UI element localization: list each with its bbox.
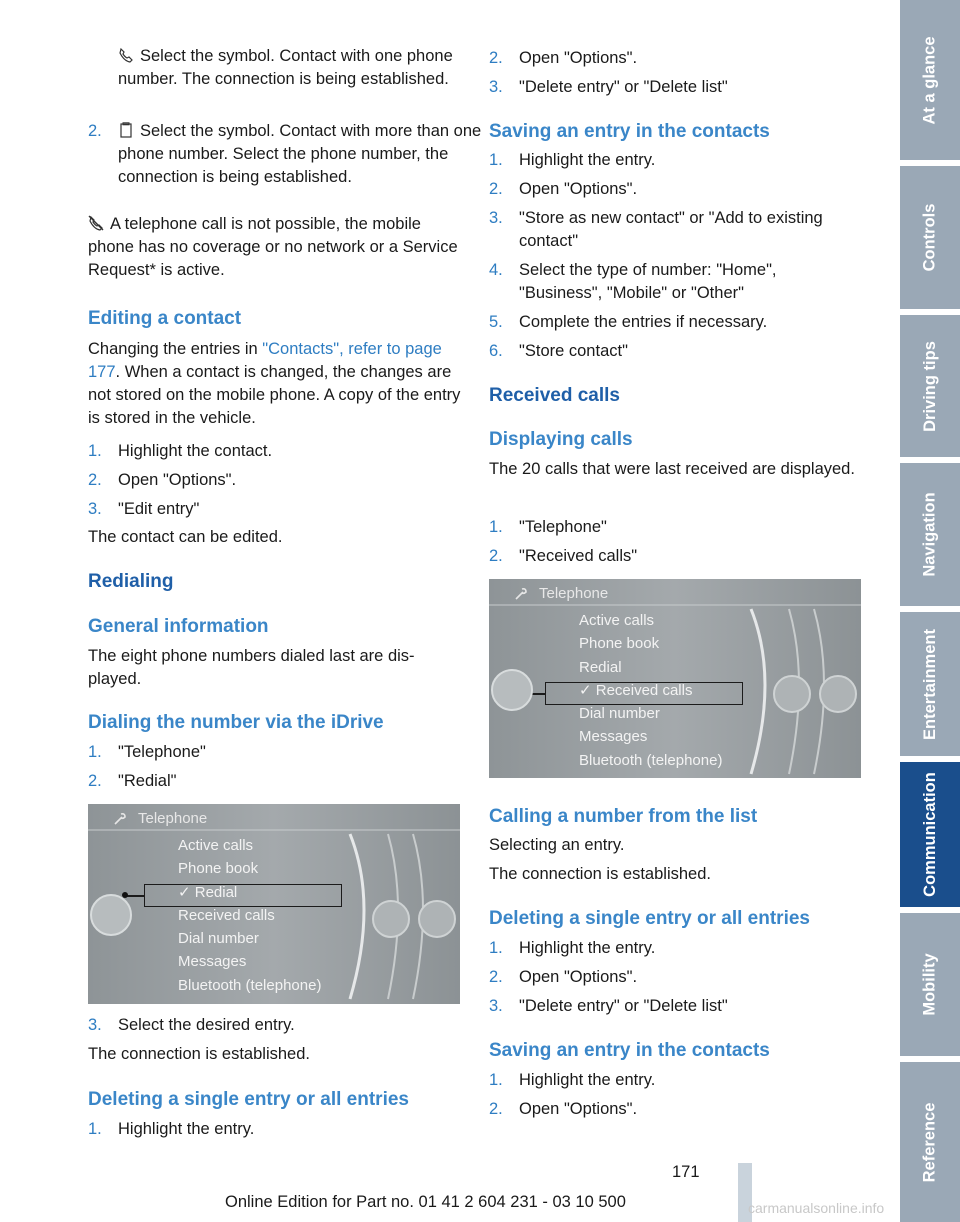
list-text: "Delete entry" or "Delete list" (519, 997, 728, 1015)
menu-item[interactable]: Active calls (579, 612, 655, 629)
deleting-heading: Deleting a single entry or all entries (489, 908, 810, 929)
contacts-icon (118, 122, 134, 138)
list-text: "Telephone" (519, 518, 607, 536)
list-item (489, 340, 863, 363)
option-knob (773, 675, 811, 713)
list-number: 3. (489, 209, 503, 227)
list-item (489, 47, 863, 70)
menu-item[interactable]: Dial number (178, 930, 259, 948)
list-number: 2. (489, 547, 503, 565)
intro-item: Select the symbol. Contact with one phone number. The connection is being established. (118, 47, 453, 88)
tab-label: Navigation (920, 492, 939, 577)
footer-text: Online Edition for Part no. 01 41 2 604 231 - 03 10 500 (225, 1193, 626, 1211)
menu-item[interactable]: Redial (579, 658, 622, 676)
menu-item[interactable]: Bluetooth (telephone) (178, 976, 322, 994)
menu-knob (819, 675, 857, 713)
dialing-heading: Dialing the number via the iDrive (88, 712, 384, 733)
list-text: "Delete entry" or "Delete list" (519, 78, 728, 96)
list-number: 2. (88, 471, 102, 489)
contacts-link[interactable]: "Contacts", refer to page 177 (88, 340, 442, 381)
list-item (489, 149, 863, 172)
tab-label: Controls (920, 203, 939, 272)
list-number: 1. (489, 151, 503, 169)
wrench-icon (513, 586, 529, 602)
list-item (489, 995, 863, 1018)
idrive-screen (88, 804, 460, 1004)
list-text: Complete the entries if necessary. (519, 313, 768, 331)
list-number: 3. (489, 78, 503, 96)
phone-icon (118, 47, 134, 63)
list-text: Open "Options". (519, 1100, 638, 1118)
no-call-note: A telephone call is not possible, the mobile phone has no coverage or no network or a Service Request* is active. (88, 215, 458, 279)
list-number: 1. (88, 442, 102, 460)
screen-title: Telephone (539, 585, 609, 602)
controller-knob (90, 894, 132, 936)
list-number: 1. (489, 1071, 503, 1089)
menu-item[interactable]: Phone book (579, 635, 660, 653)
deleting-steps-list (489, 937, 863, 1024)
list-text: Select the type of number: "Home", "Business", "Mobile" or "Other" (519, 261, 777, 302)
chapter-tabs (900, 0, 960, 1222)
tab-label: Communication (920, 772, 939, 897)
list-number: 2. (489, 49, 503, 67)
tab-entertainment[interactable] (900, 612, 960, 756)
list-item (489, 516, 863, 539)
list-text: "Edit entry" (118, 500, 200, 518)
displaying-text: The 20 calls that were last received are displayed. (489, 460, 855, 478)
redialing-heading: Redialing (88, 571, 174, 592)
list-number: 2. (88, 772, 102, 790)
menu-item[interactable]: Dial number (579, 705, 660, 723)
general-text: The eight phone numbers dialed last are displayed. (88, 647, 415, 688)
list-text: Open "Options". (519, 180, 638, 198)
list-item (489, 207, 863, 253)
list-item: 2. Select the symbol. Contact with more than one phone number. Select the phone number, the connection is being established. (88, 122, 482, 186)
tab-label: Driving tips (920, 340, 939, 432)
list-item (489, 966, 863, 989)
menu-item[interactable]: ✓ Redial (178, 883, 238, 901)
list-item (489, 1098, 863, 1121)
wrench-icon (112, 811, 128, 827)
list-text: Highlight the entry. (519, 1071, 656, 1089)
established-text: The connection is established. (88, 1045, 310, 1063)
calling-text: The connection is established. (489, 865, 711, 883)
list-number: 1. (88, 743, 102, 761)
idrive-screen (489, 579, 861, 778)
list-text: Highlight the entry. (519, 939, 656, 957)
edit-result: The contact can be edited. (88, 528, 283, 546)
list-item (88, 770, 462, 793)
list-text: Highlight the entry. (519, 151, 656, 169)
menu-item[interactable]: Messages (178, 953, 247, 971)
list-item (489, 1069, 863, 1092)
watermark: carmanualsonline.info (748, 1200, 885, 1216)
menu-item[interactable]: ✓ Received calls (579, 681, 693, 699)
tab-navigation[interactable] (900, 463, 960, 606)
calling-heading: Calling a number from the list (489, 806, 758, 827)
screen-menu (178, 834, 321, 997)
section-heading: Editing a contact (88, 308, 242, 329)
dialing-steps-list (88, 741, 462, 799)
option-knob (372, 900, 410, 938)
list-text: "Telephone" (118, 743, 206, 761)
list-text: "Store as new contact" or "Add to existing contact" (519, 209, 823, 250)
list-number: 3. (489, 997, 503, 1015)
menu-item[interactable]: Phone book (178, 860, 259, 878)
list-item (88, 498, 462, 521)
saving-steps-list (489, 1069, 863, 1127)
tab-label: Entertainment (920, 628, 939, 740)
general-heading: General information (88, 616, 269, 637)
menu-item[interactable]: Bluetooth (telephone) (579, 751, 723, 769)
selection-frame (144, 884, 342, 907)
saving-heading: Saving an entry in the contacts (489, 121, 770, 142)
list-item (88, 741, 462, 764)
list-number: 1. (489, 518, 503, 536)
list-number: 2. (489, 1100, 503, 1118)
list-text: Open "Options". (519, 968, 638, 986)
list-item (489, 76, 863, 99)
saving-steps-list (489, 149, 863, 369)
menu-knob (418, 900, 456, 938)
list-number: 3. (88, 500, 102, 518)
tab-at-a-glance[interactable] (900, 0, 960, 160)
deleting-heading: Deleting a single entry or all entries (88, 1089, 409, 1110)
list-text: Open "Options". (118, 471, 237, 489)
list-number: 2. (489, 180, 503, 198)
list-text: "Store contact" (519, 342, 628, 360)
received-heading: Received calls (489, 385, 620, 406)
tab-controls[interactable] (900, 166, 960, 309)
tab-reference[interactable] (900, 1062, 960, 1222)
displaying-steps-list (489, 516, 863, 574)
tab-driving-tips[interactable] (900, 315, 960, 457)
controller-knob (491, 669, 533, 711)
displaying-heading: Displaying calls (489, 429, 633, 450)
menu-item[interactable]: Active calls (178, 837, 254, 854)
list-number: 5. (489, 313, 503, 331)
menu-item[interactable]: Messages (579, 728, 648, 746)
list-item (88, 469, 462, 492)
tab-label: Mobility (920, 953, 939, 1016)
page-number: 171 (672, 1163, 700, 1181)
edit-steps-list (88, 440, 462, 527)
list-item (489, 311, 863, 334)
screen-title: Telephone (138, 810, 208, 827)
list-item (489, 937, 863, 960)
list-text: Open "Options". (519, 49, 638, 67)
no-phone-icon (88, 215, 104, 231)
list-item (489, 178, 863, 201)
tab-label: Reference (920, 1102, 939, 1182)
continued-steps-list (489, 47, 863, 105)
list-item (489, 259, 863, 305)
selection-pointer (126, 895, 144, 897)
list-number: 4. (489, 261, 503, 279)
tab-communication[interactable] (900, 762, 960, 907)
list-item: 3. Select the desired entry. (88, 1016, 295, 1034)
list-text: "Redial" (118, 772, 177, 790)
tab-label: At a glance (920, 35, 939, 125)
saving-heading: Saving an entry in the contacts (489, 1040, 770, 1061)
menu-item[interactable]: Received calls (178, 906, 275, 924)
list-text: "Received calls" (519, 547, 638, 565)
editing-paragraph: Changing the entries in "Contacts", refer to page 177. When a contact is changed, the changes are not stored on the mobile phone. A copy of the entry is stored in the vehicle. (88, 340, 461, 427)
list-item: 1. Highlight the entry. (88, 1120, 255, 1138)
list-number: 6. (489, 342, 503, 360)
list-item (88, 440, 462, 463)
calling-text: Selecting an entry. (489, 836, 625, 854)
list-number: 1. (489, 939, 503, 957)
list-item (489, 545, 863, 568)
list-number: 2. (489, 968, 503, 986)
list-text: Highlight the contact. (118, 442, 273, 460)
selection-frame (545, 682, 743, 705)
tab-mobility[interactable] (900, 913, 960, 1056)
